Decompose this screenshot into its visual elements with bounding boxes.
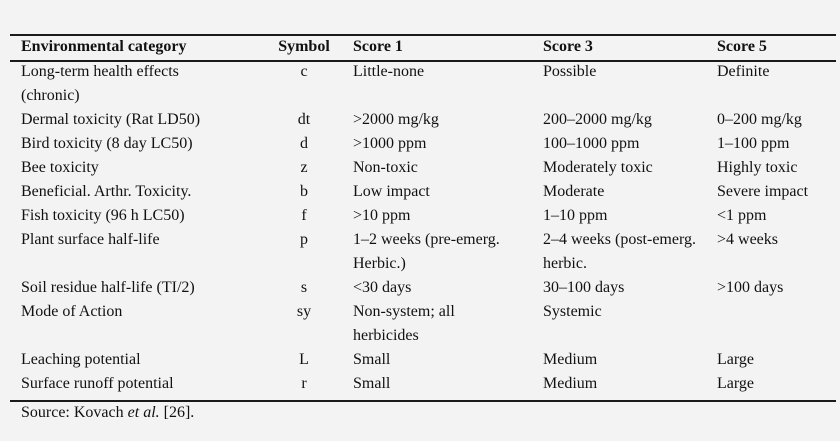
category-cell: Long-term health effects (chronic) (21, 63, 179, 104)
score1-cell: <30 days (353, 279, 412, 296)
score3-cell: Moderately toxic (543, 159, 653, 176)
score5-cell (717, 300, 836, 348)
category-cell: Soil residue half-life (TI/2) (21, 279, 195, 296)
score1-cell: >1000 ppm (353, 135, 427, 152)
symbol-cell: z (300, 159, 308, 176)
table-row (10, 60, 836, 108)
score1-cell: Non-system; all herbicides (353, 303, 455, 344)
header-score1: Score 1 (353, 38, 403, 55)
score3-cell: Systemic (543, 303, 602, 320)
symbol-cell: sy (296, 303, 312, 320)
score5-cell: Large (717, 375, 755, 392)
category-cell: Bird toxicity (8 day LC50) (21, 135, 193, 152)
score5-cell: >4 weeks (717, 231, 779, 248)
score3-cell: Possible (543, 63, 597, 80)
score5-cell: >100 days (717, 279, 784, 296)
score3-cell: Medium (543, 351, 598, 368)
header-score5: Score 5 (717, 38, 767, 55)
symbol-cell: r (301, 375, 307, 392)
category-cell: Mode of Action (21, 303, 123, 320)
score3-cell: Moderate (543, 183, 605, 200)
category-cell: Beneficial. Arthr. Toxicity. (21, 183, 192, 200)
symbol-cell: L (299, 351, 309, 368)
score3-cell: 200–2000 mg/kg (543, 111, 652, 128)
category-cell: Surface runoff potential (21, 375, 174, 392)
table-row (10, 180, 836, 204)
score5-cell: <1 ppm (717, 207, 767, 224)
score3-cell: 100–1000 ppm (543, 135, 640, 152)
score3-cell: 2–4 weeks (post-emerg. herbic. (543, 231, 696, 272)
score5-cell: Severe impact (717, 183, 809, 200)
table-row (10, 132, 836, 156)
environmental-score-table (10, 34, 836, 396)
symbol-cell: c (300, 63, 308, 80)
source-note: Source: Kovach et al. [26]. (21, 404, 195, 421)
symbol-cell: s (300, 279, 308, 296)
symbol-cell: dt (297, 111, 311, 128)
score1-cell: >10 ppm (353, 207, 411, 224)
score1-cell: 1–2 weeks (pre-emerg. Herbic.) (353, 231, 500, 272)
score5-cell: 0–200 mg/kg (717, 111, 802, 128)
table-row (10, 276, 836, 300)
score1-cell: Small (353, 351, 391, 368)
category-cell: Bee toxicity (21, 159, 99, 176)
symbol-cell: f (301, 207, 307, 224)
score1-cell: Small (353, 375, 391, 392)
score1-cell: >2000 mg/kg (353, 111, 439, 128)
header-score3: Score 3 (543, 38, 593, 55)
table-row (10, 204, 836, 228)
header-category: Environmental category (21, 38, 187, 55)
category-cell: Fish toxicity (96 h LC50) (21, 207, 185, 224)
symbol-cell: b (300, 183, 308, 200)
symbol-cell: d (300, 135, 308, 152)
score1-cell: Little-none (353, 63, 425, 80)
score5-cell: 1–100 ppm (717, 135, 790, 152)
symbol-cell: p (300, 231, 308, 248)
category-cell: Dermal toxicity (Rat LD50) (21, 111, 201, 128)
table-row (10, 348, 836, 372)
score1-cell: Non-toxic (353, 159, 418, 176)
score3-cell: 30–100 days (543, 279, 625, 296)
table-row (10, 372, 836, 396)
header-symbol: Symbol (278, 38, 330, 55)
table-row (10, 228, 836, 276)
score5-cell: Highly toxic (717, 159, 798, 176)
score1-cell: Low impact (353, 183, 430, 200)
category-cell: Plant surface half-life (21, 231, 160, 248)
table-row (10, 300, 836, 348)
category-cell: Leaching potential (21, 351, 141, 368)
score3-cell: Medium (543, 375, 598, 392)
score3-cell: 1–10 ppm (543, 207, 608, 224)
table-row (10, 156, 836, 180)
header-row (10, 34, 836, 60)
table-row (10, 108, 836, 132)
score5-cell: Large (717, 351, 755, 368)
score5-cell: Definite (717, 63, 770, 80)
